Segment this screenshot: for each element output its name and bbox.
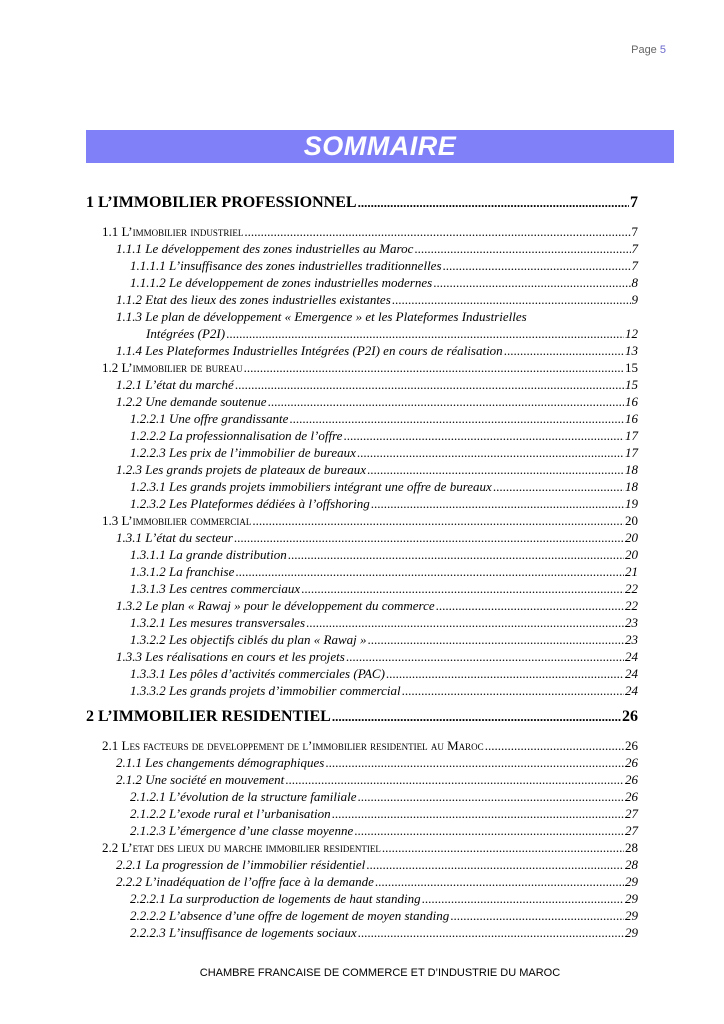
- toc-leader: [346, 650, 624, 663]
- toc-page: 27: [625, 823, 638, 838]
- toc-leader: [289, 412, 624, 425]
- toc-entry-1-2-3-2[interactable]: [86, 496, 638, 513]
- toc-entry-1-1-1-1[interactable]: [86, 258, 638, 275]
- toc-leader: [268, 395, 624, 408]
- toc-leader: [392, 293, 631, 306]
- toc-entry-1-2-2-1[interactable]: [86, 411, 638, 428]
- toc-page: 24: [625, 683, 638, 698]
- toc-title: 2.1.2 Une société en mouvement: [116, 772, 285, 787]
- toc-page: 22: [625, 581, 638, 596]
- toc-leader: [366, 858, 624, 871]
- toc-page: 20: [625, 513, 638, 528]
- toc-title: 2.2.2.1 La surproduction de logements de haut standing: [130, 891, 421, 906]
- toc-title: 1.1.1.2 Le développement de zones industrielles modernes: [130, 275, 433, 290]
- toc-page: 29: [625, 874, 638, 889]
- toc-title: 2.1.2.3 L’émergence d’une classe moyenne: [130, 823, 354, 838]
- toc-title: 2 L’IMMOBILIER RESIDENTIEL: [86, 708, 331, 725]
- page-title: SOMMAIRE: [303, 131, 457, 161]
- toc-page: 29: [625, 908, 638, 923]
- toc-entry-2-1-2-1[interactable]: [86, 789, 638, 806]
- toc-page: 24: [625, 649, 638, 664]
- toc-leader: [244, 225, 630, 238]
- toc-leader: [301, 582, 624, 595]
- toc-page: 29: [625, 891, 638, 906]
- toc-entry-1[interactable]: [86, 194, 638, 216]
- toc-page: 18: [625, 462, 638, 477]
- toc-leader: [450, 909, 624, 922]
- toc-title: immobilier commercial: [132, 513, 252, 528]
- toc-page: 7: [630, 194, 638, 211]
- toc-entry-1-2-2[interactable]: [86, 394, 638, 411]
- toc-leader: [234, 531, 624, 544]
- toc-entry-1-2-2-3[interactable]: [86, 445, 638, 462]
- toc-title: 1.3.1.2 La franchise: [130, 564, 235, 579]
- toc-entry-1-3-3[interactable]: [86, 649, 638, 666]
- toc-leader: [504, 344, 624, 357]
- toc-page: 27: [625, 806, 638, 821]
- toc-title: 1.1.1.1 L’insuffisance des zones industrielles traditionnelles: [130, 258, 442, 273]
- toc-title: Intégrées (P2I): [146, 326, 226, 341]
- toc-entry-2[interactable]: [86, 708, 638, 730]
- toc-entry-1-3-2-2[interactable]: [86, 632, 638, 649]
- toc-entry-1-1-1-2[interactable]: [86, 275, 638, 292]
- toc-entry-2-1-2[interactable]: [86, 772, 638, 789]
- toc-page: 26: [625, 772, 638, 787]
- toc-title: aroc: [458, 738, 484, 753]
- toc-title: 1.1.1 Le développement des zones industrielles au Maroc: [116, 241, 414, 256]
- toc-title: 2.1.1 Les changements démographiques: [116, 755, 325, 770]
- toc-title: 1.2.1 L’état du marché: [116, 377, 234, 392]
- toc-title: 1.1.3 Le plan de développement « Emergence » et les Plateformes Industrielles: [116, 309, 527, 324]
- toc-page: 19: [625, 496, 638, 511]
- toc-page: 7: [631, 224, 638, 239]
- toc-title: 2.2.1 La progression de l’immobilier résidentiel: [116, 857, 366, 872]
- toc-title: 1.3.3 Les réalisations en cours et les projets: [116, 649, 345, 664]
- toc-page: 7: [631, 241, 638, 256]
- toc-title: 1.1.2 Etat des lieux des zones industrielles existantes: [116, 292, 391, 307]
- toc-title: 1.2.2 Une demande soutenue: [116, 394, 267, 409]
- toc-number: 1.1 L’: [102, 224, 133, 239]
- toc-leader: [288, 548, 624, 561]
- toc-title: 1.3.3.1 Les pôles d’activités commerciales (PAC): [130, 666, 385, 681]
- toc-page: 21: [625, 564, 638, 579]
- toc-entry-2-2-2-1[interactable]: [86, 891, 638, 908]
- toc-leader: [493, 480, 624, 493]
- toc-title: 2.2.2 L’inadéquation de l’offre face à la demande: [116, 874, 374, 889]
- toc-entry-1-2[interactable]: [86, 360, 638, 377]
- toc-entry-1-3-3-1[interactable]: [86, 666, 638, 683]
- toc-title: 1 L’IMMOBILIER PROFESSIONNEL: [86, 194, 357, 211]
- toc-number: 1.3 L’: [102, 513, 133, 528]
- toc-leader: [382, 841, 624, 854]
- toc-entry-1-1-4[interactable]: [86, 343, 638, 360]
- toc-leader: [358, 790, 624, 803]
- toc-entry-1-3-1-3[interactable]: [86, 581, 638, 598]
- toc-entry-2-2[interactable]: [86, 840, 638, 857]
- toc-title: 1.3.3.2 Les grands projets d’immobilier commercial: [130, 683, 401, 698]
- toc-number: 2.1 L: [102, 738, 130, 753]
- toc-entry-1-2-2-2[interactable]: [86, 428, 638, 445]
- toc-leader: [357, 446, 624, 459]
- toc-title: 1.2.3.1 Les grands projets immobiliers intégrant une offre de bureaux: [130, 479, 492, 494]
- toc-entry-1-1-1[interactable]: [86, 241, 638, 258]
- toc-entry-2-2-2-3[interactable]: [86, 925, 638, 942]
- toc-page: 26: [625, 789, 638, 804]
- toc-entry-1-2-3-1[interactable]: [86, 479, 638, 496]
- toc-number: 2.2 L’: [102, 840, 133, 855]
- toc-leader: [226, 327, 624, 340]
- toc-entry-1-3-1-2[interactable]: [86, 564, 638, 581]
- table-of-contents: [86, 192, 638, 942]
- toc-entry-2-2-2-2[interactable]: [86, 908, 638, 925]
- toc-title: es facteurs de developpement de l’immobilier residentiel au: [129, 738, 444, 753]
- toc-leader: [358, 196, 629, 209]
- toc-page: 17: [625, 445, 638, 460]
- toc-leader: [371, 497, 624, 510]
- toc-title: etat des lieux du marche immobilier residentiel: [132, 840, 381, 855]
- page-label: Page: [631, 44, 657, 56]
- toc-entry-1-2-3[interactable]: [86, 462, 638, 479]
- toc-page: 26: [625, 755, 638, 770]
- toc-entry-1-1[interactable]: [86, 224, 638, 241]
- toc-page: 7: [631, 258, 638, 273]
- toc-entry-1-3-2[interactable]: [86, 598, 638, 615]
- toc-entry-2-1-1[interactable]: [86, 755, 638, 772]
- toc-leader: [358, 926, 624, 939]
- toc-title: 1.2.3 Les grands projets de plateaux de bureaux: [116, 462, 366, 477]
- page-footer: CHAMBRE FRANCAISE DE COMMERCE ET D’INDUSTRIE DU MAROC: [199, 967, 561, 979]
- page-number: [631, 44, 666, 56]
- toc-entry-1-2-1[interactable]: [86, 377, 638, 394]
- toc-leader: [354, 824, 624, 837]
- toc-title: 1.2.2.1 Une offre grandissante: [130, 411, 289, 426]
- toc-page: 23: [625, 632, 638, 647]
- toc-leader: [306, 616, 624, 629]
- toc-entry-2-2-2[interactable]: [86, 874, 638, 891]
- toc-title: 1.2.2.3 Les prix de l’immobilier de bureaux: [130, 445, 356, 460]
- toc-page: 24: [625, 666, 638, 681]
- toc-title: 2.2.2.2 L’absence d’une offre de logement de moyen standing: [130, 908, 450, 923]
- toc-page: 20: [625, 530, 638, 545]
- toc-leader: [332, 710, 621, 723]
- toc-leader: [235, 378, 624, 391]
- toc-title: immobilier de bureau: [132, 360, 243, 375]
- toc-page: 28: [625, 857, 638, 872]
- toc-leader: [325, 756, 624, 769]
- toc-entry-1-3[interactable]: [86, 513, 638, 530]
- toc-leader: [433, 276, 630, 289]
- toc-title: 1.3.1.3 Les centres commerciaux: [130, 581, 301, 596]
- toc-title: 1.3.2.1 Les mesures transversales: [130, 615, 306, 630]
- toc-leader: [485, 739, 624, 752]
- toc-leader: [368, 633, 624, 646]
- toc-leader: [343, 429, 624, 442]
- toc-title: 2.1.2.2 L’exode rural et l’urbanisation: [130, 806, 331, 821]
- toc-title: 1.3.1.1 La grande distribution: [130, 547, 287, 562]
- toc-page: 17: [625, 428, 638, 443]
- toc-page: 8: [631, 275, 638, 290]
- toc-leader: [375, 875, 624, 888]
- toc-title: 1.2.3.2 Les Plateformes dédiées à l’offshoring: [130, 496, 370, 511]
- toc-page: 16: [625, 394, 638, 409]
- toc-title: 2.1.2.1 L’évolution de la structure familiale: [130, 789, 357, 804]
- toc-number: 1.2 L’: [102, 360, 133, 375]
- toc-entry-1-3-2-1[interactable]: [86, 615, 638, 632]
- toc-title: 1.3.2.2 Les objectifs ciblés du plan « Rawaj »: [130, 632, 367, 647]
- toc-leader: [436, 599, 624, 612]
- toc-page: 26: [625, 738, 638, 753]
- toc-leader: [386, 667, 624, 680]
- toc-entry-1-1-2[interactable]: [86, 292, 638, 309]
- toc-leader: [235, 565, 624, 578]
- toc-page: 16: [625, 411, 638, 426]
- toc-page: 12: [625, 326, 638, 341]
- toc-entry-2-1-2-3[interactable]: [86, 823, 638, 840]
- toc-page: 22: [625, 598, 638, 613]
- toc-page: 18: [625, 479, 638, 494]
- toc-number: M: [443, 738, 459, 753]
- toc-title: 2.2.2.3 L’insuffisance de logements sociaux: [130, 925, 357, 940]
- toc-page: 28: [625, 840, 638, 855]
- toc-page: 26: [622, 708, 638, 725]
- toc-leader: [422, 892, 624, 905]
- toc-page: 23: [625, 615, 638, 630]
- page-number-value: 5: [659, 44, 666, 56]
- toc-entry-1-3-1-1[interactable]: [86, 547, 638, 564]
- toc-leader: [285, 773, 624, 786]
- toc-entry-1-3-1[interactable]: [86, 530, 638, 547]
- title-banner: [86, 130, 674, 163]
- toc-title: 1.2.2.2 La professionnalisation de l’offre: [130, 428, 343, 443]
- toc-leader: [402, 684, 624, 697]
- toc-entry-1-1-3-line1[interactable]: [86, 309, 638, 326]
- toc-leader: [414, 242, 630, 255]
- toc-title: 1.3.2 Le plan « Rawaj » pour le développement du commerce: [116, 598, 435, 613]
- toc-page: 13: [625, 343, 638, 358]
- toc-page: 15: [625, 377, 638, 392]
- toc-entry-1-3-3-2[interactable]: [86, 683, 638, 700]
- toc-leader: [443, 259, 631, 272]
- toc-title: 1.1.4 Les Plateformes Industrielles Intégrées (P2I) en cours de réalisation: [116, 343, 503, 358]
- toc-title: 1.3.1 L’état du secteur: [116, 530, 233, 545]
- toc-leader: [252, 514, 624, 527]
- toc-entry-1-1-3-line2[interactable]: [86, 326, 638, 343]
- toc-entry-2-1[interactable]: [86, 738, 638, 755]
- toc-leader: [367, 463, 624, 476]
- toc-page: 20: [625, 547, 638, 562]
- toc-title: immobilier industriel: [132, 224, 244, 239]
- toc-page: 9: [631, 292, 638, 307]
- toc-page: 29: [625, 925, 638, 940]
- toc-entry-2-1-2-2[interactable]: [86, 806, 638, 823]
- toc-leader: [244, 361, 624, 374]
- toc-page: 15: [625, 360, 638, 375]
- toc-leader: [332, 807, 624, 820]
- toc-entry-2-2-1[interactable]: [86, 857, 638, 874]
